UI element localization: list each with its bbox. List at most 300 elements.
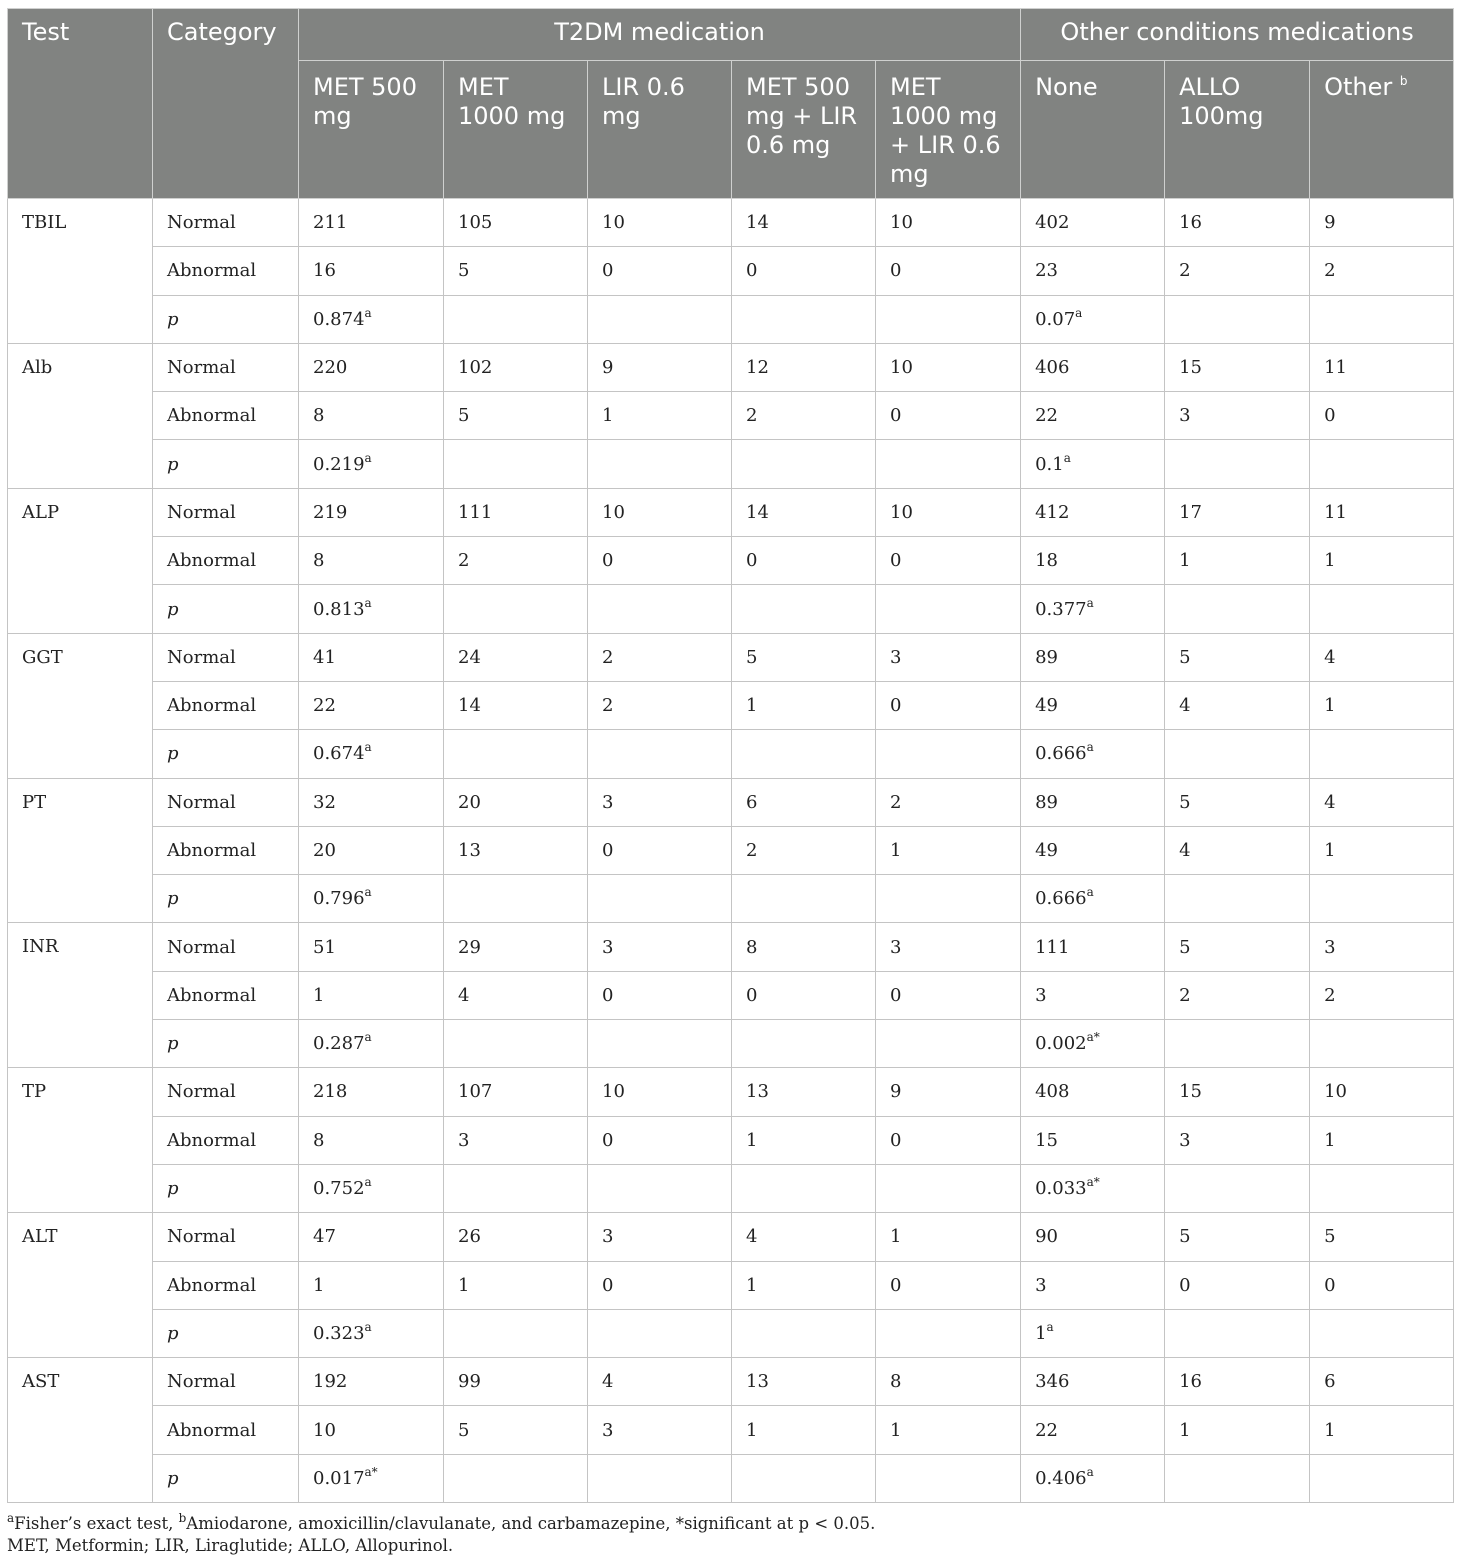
table-row [8,537,1454,585]
p-value: 0.674 [313,743,365,765]
cell-abnormal: 8 [299,537,444,585]
cell-normal: 211 [299,199,444,247]
cell-abnormal: 20 [299,826,444,874]
category-abnormal: Abnormal [153,247,299,295]
header-other-group: Other conditions medications [1021,9,1454,61]
cell-normal: 111 [444,488,588,536]
p-value: 0.752 [313,1178,365,1200]
cell-normal: 5 [732,633,876,681]
p-value: 0.219 [313,453,365,475]
cell-normal: 408 [1021,1068,1165,1116]
cell-abnormal: 22 [1021,1406,1165,1454]
table-row [8,1213,1454,1261]
table-row [8,923,1454,971]
header-col-label: MET 500 mg + LIR 0.6 mg [746,73,858,159]
cell-abnormal: 0 [732,971,876,1019]
cell-p [876,1454,1021,1502]
p-value-other [1021,1164,1165,1212]
cell-normal: 5 [1165,923,1310,971]
cell-p [1165,295,1310,343]
footnote-marker: b [178,1510,187,1525]
cell-p [1165,440,1310,488]
p-value-sup: a [364,450,372,465]
test-name: ALT [8,1213,153,1358]
p-value-sup: a [1075,305,1083,320]
p-value: 0.796 [313,888,365,910]
cell-normal: 3 [588,923,732,971]
cell-normal: 9 [1310,199,1454,247]
p-value-sup: a [1086,1464,1094,1479]
cell-p [1310,730,1454,778]
cell-abnormal: 3 [1165,392,1310,440]
table-container [7,8,1453,1557]
p-value-sup: a [1086,885,1094,900]
cell-p [588,1454,732,1502]
cell-normal: 90 [1021,1213,1165,1261]
cell-normal: 10 [588,1068,732,1116]
footnotes [7,1510,1453,1557]
cell-abnormal: 5 [444,247,588,295]
cell-abnormal: 4 [1165,826,1310,874]
cell-abnormal: 1 [1310,681,1454,729]
cell-normal: 3 [876,923,1021,971]
cell-p [876,730,1021,778]
cell-abnormal: 0 [1310,392,1454,440]
cell-p [732,875,876,923]
cell-normal: 41 [299,633,444,681]
cell-normal: 8 [732,923,876,971]
p-value-other [1021,1020,1165,1068]
header-col-0 [299,61,444,199]
p-value-other [1021,875,1165,923]
cell-p [1310,1309,1454,1357]
cell-p [1165,1309,1310,1357]
category-abnormal: Abnormal [153,826,299,874]
table-row [8,488,1454,536]
table-row [8,730,1454,778]
cell-p [1310,1020,1454,1068]
footnote-line-1 [7,1510,1453,1535]
table-row [8,199,1454,247]
cell-normal: 12 [732,343,876,391]
cell-p [444,440,588,488]
cell-p [732,1454,876,1502]
cell-abnormal: 0 [588,1116,732,1164]
header-t2dm-group: T2DM medication [299,9,1021,61]
category-normal: Normal [153,199,299,247]
category-p: p [153,1020,299,1068]
cell-normal: 3 [588,1213,732,1261]
category-p: p [153,1454,299,1502]
cell-p [1310,1454,1454,1502]
table-row [8,1068,1454,1116]
header-test: Test [8,9,153,199]
footnote-line-2: MET, Metformin; LIR, Liraglutide; ALLO, Allopurinol. [7,1536,454,1556]
cell-p [732,1309,876,1357]
p-value-sup: a [364,595,372,610]
test-name: INR [8,923,153,1068]
cell-abnormal: 0 [876,247,1021,295]
test-name: TBIL [8,199,153,344]
table-row [8,1454,1454,1502]
p-value: 0.666 [1035,743,1087,765]
cell-abnormal: 2 [1165,971,1310,1019]
cell-normal: 26 [444,1213,588,1261]
cell-abnormal: 49 [1021,681,1165,729]
cell-normal: 10 [876,199,1021,247]
cell-abnormal: 1 [732,1261,876,1309]
table-row [8,1020,1454,1068]
cell-p [444,1020,588,1068]
cell-p [588,440,732,488]
category-abnormal: Abnormal [153,537,299,585]
p-value-t2dm [299,295,444,343]
p-value: 0.813 [313,598,365,620]
category-normal: Normal [153,1068,299,1116]
cell-normal: 13 [732,1068,876,1116]
cell-normal: 89 [1021,633,1165,681]
cell-normal: 5 [1165,1213,1310,1261]
p-value: 0.002 [1035,1033,1087,1055]
cell-normal: 406 [1021,343,1165,391]
header-col-2 [588,61,732,199]
cell-normal: 105 [444,199,588,247]
p-value-other [1021,1309,1165,1357]
test-name: PT [8,778,153,923]
category-normal: Normal [153,488,299,536]
cell-abnormal: 2 [588,681,732,729]
cell-p [588,1164,732,1212]
cell-abnormal: 0 [876,681,1021,729]
cell-normal: 8 [876,1358,1021,1406]
header-col-label: ALLO 100mg [1179,73,1264,130]
cell-abnormal: 1 [1165,1406,1310,1454]
p-value-other [1021,440,1165,488]
cell-normal: 16 [1165,1358,1310,1406]
cell-p [588,730,732,778]
cell-abnormal: 8 [299,392,444,440]
header-col-1 [444,61,588,199]
p-value: 0.406 [1035,1467,1087,1489]
cell-abnormal: 3 [1165,1116,1310,1164]
cell-normal: 3 [876,633,1021,681]
category-normal: Normal [153,923,299,971]
cell-normal: 17 [1165,488,1310,536]
p-value-sup: a [364,1175,372,1190]
cell-abnormal: 49 [1021,826,1165,874]
cell-abnormal: 16 [299,247,444,295]
cell-p [444,875,588,923]
cell-abnormal: 2 [732,392,876,440]
footnote-text: Fisher’s exact test, [14,1514,179,1534]
cell-normal: 99 [444,1358,588,1406]
cell-normal: 6 [1310,1358,1454,1406]
cell-normal: 219 [299,488,444,536]
cell-abnormal: 0 [588,1261,732,1309]
category-p: p [153,440,299,488]
cell-normal: 16 [1165,199,1310,247]
p-value-sup: a [364,1319,372,1334]
cell-normal: 5 [1165,778,1310,826]
cell-p [444,585,588,633]
cell-normal: 11 [1310,488,1454,536]
cell-abnormal: 1 [1310,1116,1454,1164]
p-value-sup: a [1063,450,1071,465]
category-p: p [153,295,299,343]
category-abnormal: Abnormal [153,681,299,729]
table-row [8,392,1454,440]
p-value: 0.1 [1035,453,1064,475]
cell-abnormal: 5 [444,1406,588,1454]
cell-normal: 5 [1310,1213,1454,1261]
cell-abnormal: 14 [444,681,588,729]
cell-p [732,585,876,633]
category-normal: Normal [153,343,299,391]
p-value-t2dm [299,730,444,778]
p-value-t2dm [299,585,444,633]
cell-normal: 11 [1310,343,1454,391]
cell-normal: 4 [1310,778,1454,826]
category-p: p [153,1309,299,1357]
cell-normal: 346 [1021,1358,1165,1406]
results-table [7,8,1454,1503]
cell-abnormal: 1 [876,1406,1021,1454]
p-value: 0.323 [313,1322,365,1344]
header-col-label: MET 500 mg [313,73,417,130]
table-row [8,440,1454,488]
cell-abnormal: 10 [299,1406,444,1454]
cell-p [876,875,1021,923]
table-row [8,295,1454,343]
header-col-4 [876,61,1021,199]
p-value: 0.874 [313,308,365,330]
cell-p [876,440,1021,488]
p-value-t2dm [299,1020,444,1068]
category-abnormal: Abnormal [153,392,299,440]
category-normal: Normal [153,1213,299,1261]
cell-normal: 32 [299,778,444,826]
cell-normal: 6 [732,778,876,826]
header-col-label: Other [1324,73,1393,101]
cell-normal: 10 [876,343,1021,391]
header-col-label: MET 1000 mg + LIR 0.6 mg [890,73,1001,188]
cell-normal: 29 [444,923,588,971]
cell-normal: 13 [732,1358,876,1406]
table-row [8,247,1454,295]
header-category: Category [153,9,299,199]
cell-p [444,1454,588,1502]
p-value-t2dm [299,1164,444,1212]
cell-p [444,730,588,778]
p-value-sup: a* [364,1464,378,1479]
cell-p [732,1164,876,1212]
table-row [8,826,1454,874]
category-p: p [153,875,299,923]
p-value-other [1021,730,1165,778]
table-row [8,633,1454,681]
p-value-sup: a [364,740,372,755]
cell-normal: 4 [732,1213,876,1261]
cell-normal: 192 [299,1358,444,1406]
table-row [8,1406,1454,1454]
cell-abnormal: 2 [1310,247,1454,295]
p-value: 0.07 [1035,308,1076,330]
cell-normal: 10 [588,199,732,247]
cell-p [732,730,876,778]
cell-abnormal: 8 [299,1116,444,1164]
test-name: TP [8,1068,153,1213]
cell-abnormal: 2 [732,826,876,874]
p-value: 1 [1035,1322,1047,1344]
table-body [8,199,1454,1503]
cell-p [588,295,732,343]
p-value-sup: a [364,1030,372,1045]
cell-normal: 10 [1310,1068,1454,1116]
cell-abnormal: 3 [588,1406,732,1454]
p-value-sup: a* [1086,1030,1100,1045]
cell-abnormal: 0 [876,1116,1021,1164]
cell-normal: 4 [1310,633,1454,681]
cell-normal: 2 [876,778,1021,826]
cell-p [1165,1020,1310,1068]
p-value: 0.666 [1035,888,1087,910]
cell-abnormal: 15 [1021,1116,1165,1164]
cell-p [444,1309,588,1357]
cell-abnormal: 2 [1165,247,1310,295]
header-col-7 [1310,61,1454,199]
cell-p [1165,875,1310,923]
p-value-t2dm [299,1309,444,1357]
cell-normal: 218 [299,1068,444,1116]
cell-abnormal: 1 [876,826,1021,874]
p-value: 0.017 [313,1467,365,1489]
cell-p [732,295,876,343]
table-row [8,1116,1454,1164]
header-row-1 [8,9,1454,61]
p-value-t2dm [299,875,444,923]
test-name: GGT [8,633,153,778]
cell-abnormal: 0 [1310,1261,1454,1309]
cell-abnormal: 0 [732,537,876,585]
cell-abnormal: 1 [444,1261,588,1309]
p-value-sup: a [364,885,372,900]
p-value-sup: a [1086,740,1094,755]
category-p: p [153,585,299,633]
cell-p [588,1309,732,1357]
p-value: 0.377 [1035,598,1087,620]
cell-abnormal: 1 [1165,537,1310,585]
category-normal: Normal [153,778,299,826]
table-row [8,875,1454,923]
footnote-text: Amiodarone, amoxicillin/clavulanate, and carbamazepine, *significant at p < 0.05. [186,1514,876,1534]
category-normal: Normal [153,1358,299,1406]
cell-p [876,1020,1021,1068]
cell-abnormal: 0 [1165,1261,1310,1309]
cell-p [876,295,1021,343]
p-value-other [1021,295,1165,343]
cell-normal: 24 [444,633,588,681]
p-value: 0.033 [1035,1178,1087,1200]
cell-normal: 1 [876,1213,1021,1261]
cell-abnormal: 1 [1310,826,1454,874]
cell-normal: 107 [444,1068,588,1116]
cell-abnormal: 0 [588,971,732,1019]
cell-p [1165,585,1310,633]
cell-normal: 15 [1165,1068,1310,1116]
category-normal: Normal [153,633,299,681]
test-name: AST [8,1358,153,1503]
cell-p [588,875,732,923]
cell-normal: 47 [299,1213,444,1261]
cell-p [732,440,876,488]
cell-p [444,295,588,343]
cell-p [588,1020,732,1068]
cell-normal: 14 [732,199,876,247]
cell-abnormal: 0 [732,247,876,295]
cell-abnormal: 22 [299,681,444,729]
table-row [8,585,1454,633]
cell-normal: 51 [299,923,444,971]
test-name: ALP [8,488,153,633]
category-p: p [153,730,299,778]
cell-normal: 412 [1021,488,1165,536]
p-value-other [1021,585,1165,633]
category-p: p [153,1164,299,1212]
cell-abnormal: 1 [1310,1406,1454,1454]
header-col-label: LIR 0.6 mg [602,73,685,130]
p-value-t2dm [299,440,444,488]
cell-abnormal: 4 [444,971,588,1019]
header-col-sup: b [1399,74,1408,88]
table-row [8,1164,1454,1212]
cell-abnormal: 0 [588,826,732,874]
cell-abnormal: 1 [1310,537,1454,585]
cell-p [876,585,1021,633]
p-value-sup: a* [1086,1175,1100,1190]
cell-abnormal: 1 [732,1116,876,1164]
cell-p [588,585,732,633]
cell-normal: 10 [876,488,1021,536]
table-row [8,1261,1454,1309]
cell-normal: 3 [1310,923,1454,971]
cell-abnormal: 1 [299,971,444,1019]
cell-abnormal: 1 [588,392,732,440]
cell-normal: 10 [588,488,732,536]
cell-normal: 5 [1165,633,1310,681]
cell-normal: 111 [1021,923,1165,971]
cell-abnormal: 0 [876,971,1021,1019]
cell-abnormal: 23 [1021,247,1165,295]
cell-abnormal: 3 [1021,1261,1165,1309]
cell-p [876,1309,1021,1357]
cell-abnormal: 18 [1021,537,1165,585]
cell-abnormal: 5 [444,392,588,440]
header-col-label: MET 1000 mg [458,73,566,130]
table-row [8,681,1454,729]
cell-abnormal: 0 [876,537,1021,585]
cell-normal: 2 [588,633,732,681]
p-value-sup: a [1086,595,1094,610]
cell-p [1310,1164,1454,1212]
cell-p [1310,440,1454,488]
cell-normal: 220 [299,343,444,391]
cell-abnormal: 0 [876,1261,1021,1309]
cell-normal: 89 [1021,778,1165,826]
p-value-sup: a [1046,1319,1054,1334]
table-row [8,971,1454,1019]
table-row [8,1358,1454,1406]
cell-p [1310,875,1454,923]
